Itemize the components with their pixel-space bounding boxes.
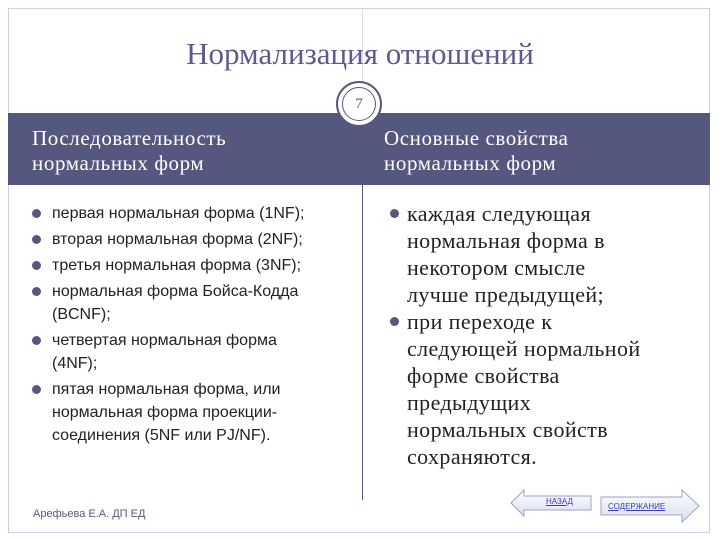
page-number-badge bbox=[336, 81, 382, 127]
bullet-icon bbox=[32, 209, 41, 218]
bullet-icon bbox=[32, 261, 41, 270]
list-item bbox=[32, 254, 364, 277]
contents-button-label: СОДЕРЖАНИЕ bbox=[608, 502, 666, 511]
normal-forms-list bbox=[32, 202, 364, 450]
list-item-text: каждая следующая bbox=[407, 201, 591, 226]
list-item-text: нормальная форма в bbox=[407, 228, 605, 253]
properties-list bbox=[390, 200, 700, 470]
bullet-icon bbox=[390, 209, 399, 218]
bullet-icon bbox=[32, 336, 41, 345]
list-item-text: вторая нормальная форма (2NF); bbox=[52, 231, 303, 248]
left-column-header bbox=[32, 126, 226, 176]
list-item-text: первая нормальная форма (1NF); bbox=[52, 205, 305, 222]
list-item bbox=[390, 308, 700, 470]
back-button[interactable] bbox=[510, 488, 592, 518]
list-item bbox=[32, 378, 364, 447]
bullet-icon bbox=[390, 317, 399, 326]
right-column-header bbox=[384, 126, 569, 176]
bullet-icon bbox=[32, 235, 41, 244]
slide-title: Нормализация отношений bbox=[186, 36, 534, 71]
bullet-icon bbox=[32, 385, 41, 394]
list-item-text: пятая нормальная форма, или bbox=[52, 381, 281, 398]
list-item bbox=[32, 280, 364, 326]
list-item-text: сохраняются. bbox=[407, 444, 538, 469]
bullet-icon bbox=[32, 287, 41, 296]
list-item bbox=[390, 200, 700, 308]
list-item-text: соединения (5NF или PJ/NF). bbox=[52, 427, 271, 444]
list-item-text: при переходе к bbox=[407, 309, 553, 334]
list-item-text: четвертая нормальная форма bbox=[52, 332, 277, 349]
back-button-label: НАЗАД bbox=[546, 497, 573, 506]
list-item-text: форме свойства bbox=[407, 363, 560, 388]
list-item-text: нормальная форма проекции- bbox=[52, 404, 278, 421]
list-item-text: (BCNF); bbox=[52, 306, 111, 323]
contents-button[interactable] bbox=[600, 488, 700, 524]
list-item bbox=[32, 329, 364, 375]
left-header-line: нормальных форм bbox=[32, 151, 205, 175]
right-header-line: нормальных форм bbox=[384, 151, 557, 175]
list-item-text: нормальных свойств bbox=[407, 417, 608, 442]
list-item bbox=[32, 202, 364, 225]
list-item-text: (4NF); bbox=[52, 355, 98, 372]
list-item-text: третья нормальная форма (3NF); bbox=[52, 257, 302, 274]
author-footer: Арефьева Е.А. ДП ЕД bbox=[33, 508, 146, 520]
list-item-text: нормальная форма Бойса-Кодда bbox=[52, 283, 299, 300]
list-item-text: следующей нормальной bbox=[407, 336, 641, 361]
list-item-text: предыдущих bbox=[407, 390, 532, 415]
list-item-text: некотором смысле bbox=[407, 255, 586, 280]
list-item bbox=[32, 228, 364, 251]
page-number: 7 bbox=[342, 87, 376, 121]
left-header-line: Последовательность bbox=[32, 126, 227, 150]
right-header-line: Основные свойства bbox=[384, 126, 569, 150]
list-item-text: лучше предыдущей; bbox=[407, 282, 605, 307]
